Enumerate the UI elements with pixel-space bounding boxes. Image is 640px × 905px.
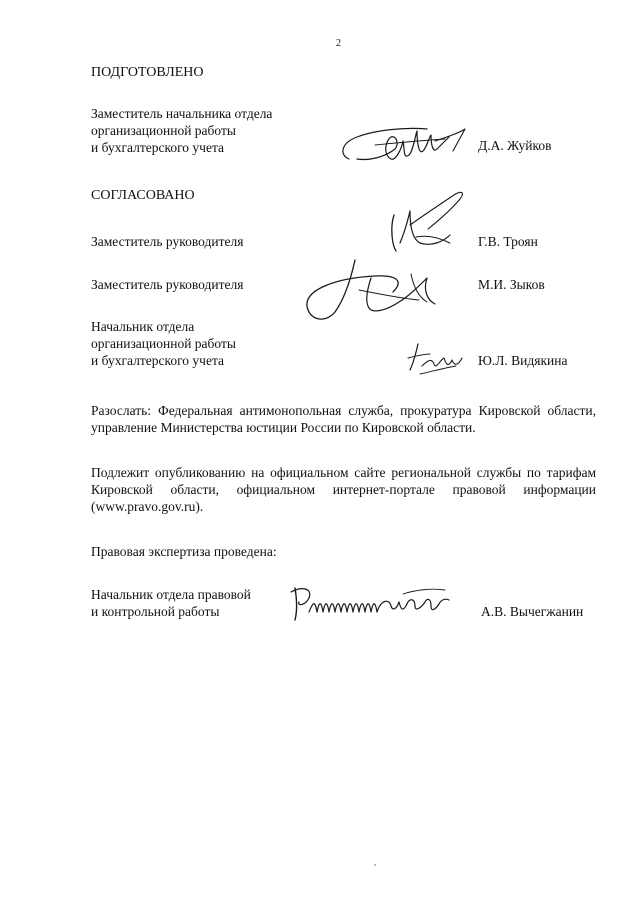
publication-paragraph: Подлежит опубликованию на официальном сайте региональной службы по тарифам Кировской области, официальном интернет-портале правовой информации (www.pravo.gov.ru). <box>91 465 596 514</box>
legal-review-role-line-2: и контрольной работы <box>91 604 220 619</box>
legal-review-role-line-1: Начальник отдела правовой <box>91 587 251 602</box>
prepared-heading: ПОДГОТОВЛЕНО <box>91 65 204 80</box>
approver-2-name: М.И. Зыков <box>478 277 545 292</box>
approver-3-role-line-2: организационной работы <box>91 336 236 351</box>
prepared-role-line-3: и бухгалтерского учета <box>91 140 225 155</box>
prepared-role-line-1: Заместитель начальника отдела <box>91 106 273 121</box>
prepared-name: Д.А. Жуйков <box>478 138 552 153</box>
approver-3-role-line-3: и бухгалтерского учета <box>91 353 225 368</box>
approver-1-name: Г.В. Троян <box>478 234 538 249</box>
approver-1-role: Заместитель руководителя <box>91 234 244 249</box>
signature-vidyakina <box>400 336 470 381</box>
distribution-paragraph: Разослать: Федеральная антимонопольная служба, прокуратура Кировской области, управление Министерства юстиции России по Кировской области. <box>91 403 596 435</box>
page-number: 2 <box>336 38 341 49</box>
approver-3-name: Ю.Л. Видякина <box>478 353 568 368</box>
signature-zykov <box>295 250 445 330</box>
signature-troyan <box>380 185 470 260</box>
legal-review-name: А.В. Вычегжанин <box>481 604 584 619</box>
approver-2-role: Заместитель руководителя <box>91 277 244 292</box>
legal-review-statement: Правовая экспертиза проведена: <box>91 544 277 559</box>
approved-heading: СОГЛАСОВАНО <box>91 188 195 203</box>
approver-3-role-line-1: Начальник отдела <box>91 319 195 334</box>
signature-vychegzhanin <box>285 578 455 626</box>
scan-dot <box>374 864 376 866</box>
signature-zhuikov <box>335 115 470 170</box>
prepared-role-line-2: организационной работы <box>91 123 236 138</box>
